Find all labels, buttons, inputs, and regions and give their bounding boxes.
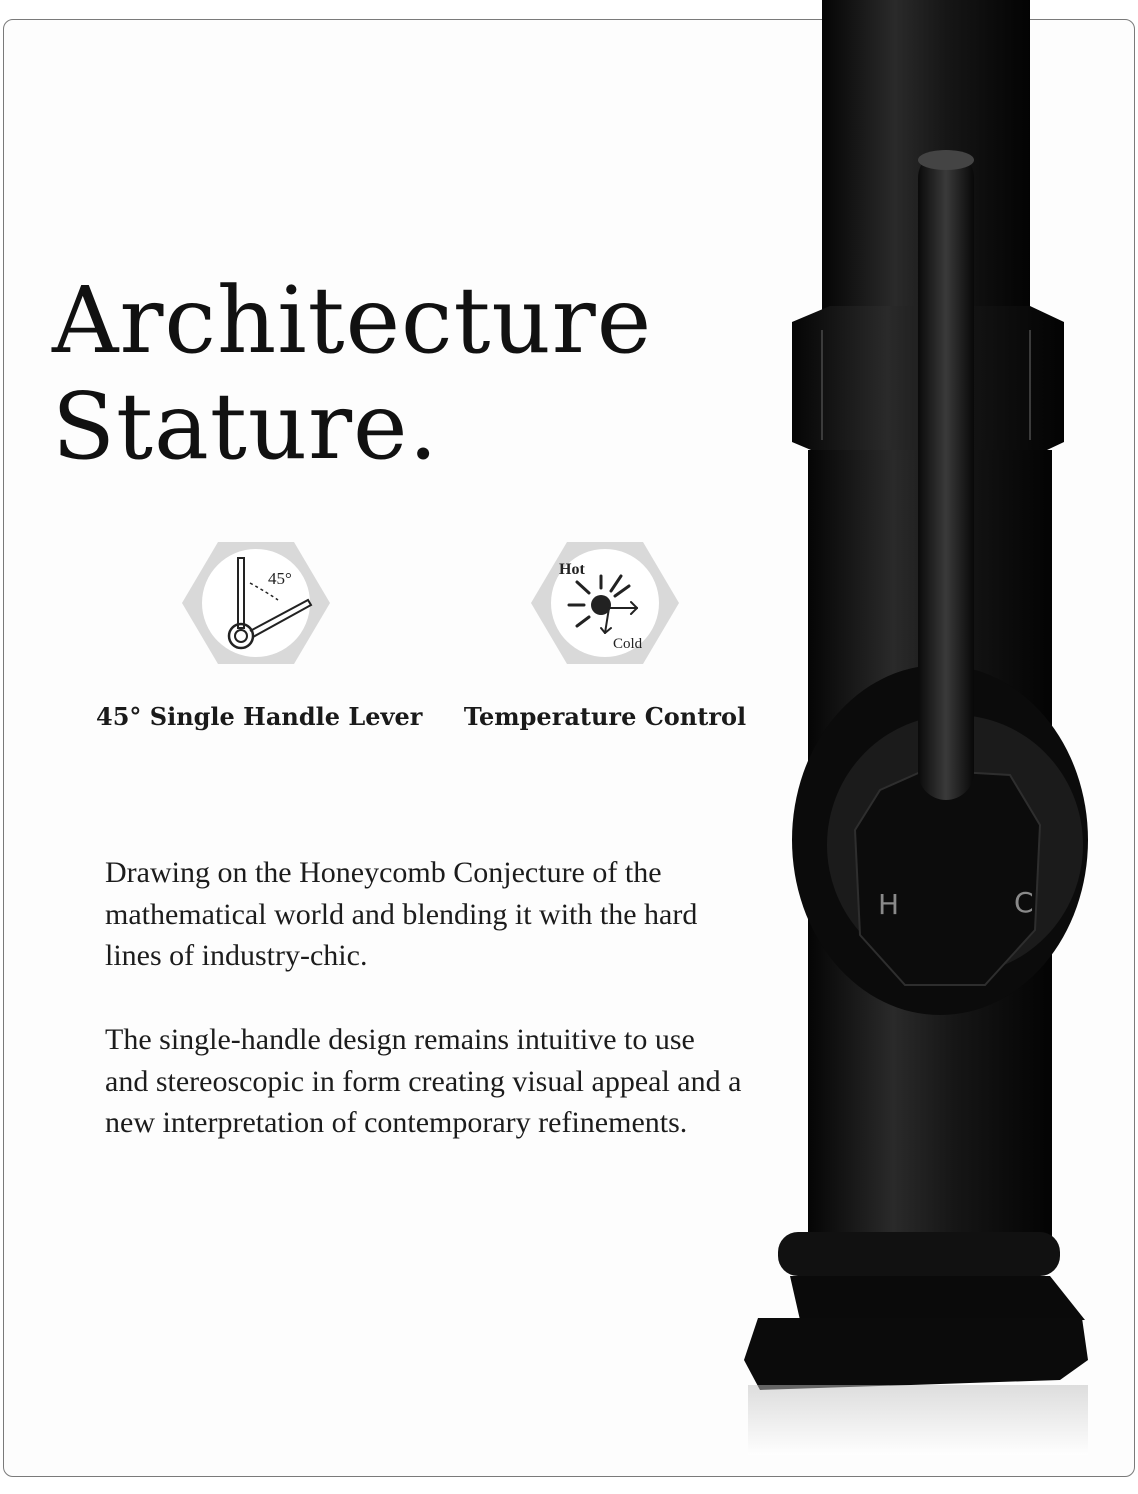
headline-line-1: Architecture bbox=[52, 267, 653, 374]
angle-text: 45° bbox=[268, 569, 292, 588]
feature-single-handle bbox=[96, 538, 423, 731]
cold-mark: C bbox=[1014, 886, 1034, 919]
cold-text: Cold bbox=[613, 636, 643, 652]
feature-label: 45° Single Handle Lever bbox=[96, 702, 423, 731]
hot-mark: H bbox=[878, 888, 900, 921]
headline-line-2: Stature. bbox=[52, 373, 439, 480]
hot-cold-icon bbox=[529, 538, 681, 668]
description-paragraph-2: The single-handle design remains intuitive to use and stereoscopic in form creating visual appeal and a new interpretation of contemporary refinements. bbox=[105, 1023, 742, 1139]
lever-angle-icon bbox=[180, 538, 332, 668]
description-paragraph-1: Drawing on the Honeycomb Conjecture of the mathematical world and blending it with the hard lines of industry-chic. bbox=[105, 856, 698, 972]
feature-temperature bbox=[460, 538, 750, 731]
hot-text: Hot bbox=[559, 561, 585, 578]
headline bbox=[52, 268, 652, 480]
feature-label: Temperature Control bbox=[463, 702, 747, 731]
